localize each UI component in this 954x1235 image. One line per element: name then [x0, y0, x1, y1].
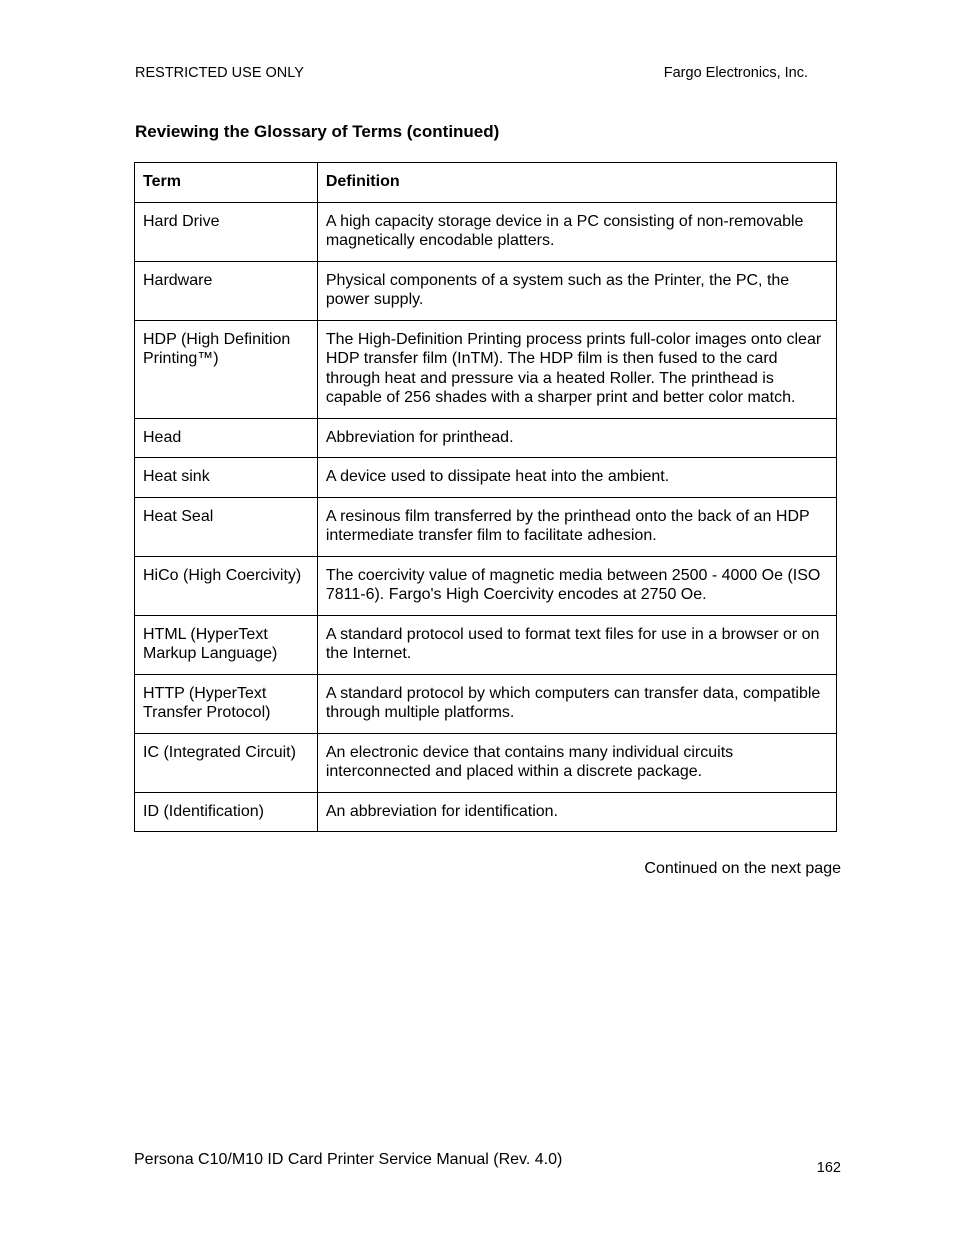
term-cell: HDP (High Definition Printing™)	[135, 320, 318, 418]
definition-cell: A high capacity storage device in a PC consisting of non-removable magnetically encodable platters.	[317, 202, 836, 261]
term-cell: Heat sink	[135, 458, 318, 498]
section-title: Reviewing the Glossary of Terms (continued)	[135, 122, 500, 141]
column-header-term: Term	[135, 163, 318, 203]
term-cell: Hardware	[135, 261, 318, 320]
table-header-row	[135, 163, 837, 203]
table-row	[135, 458, 837, 498]
footer-manual-title: Persona C10/M10 ID Card Printer Service Manual (Rev. 4.0)	[134, 1151, 563, 1168]
definition-cell: Physical components of a system such as the Printer, the PC, the power supply.	[317, 261, 836, 320]
definition-cell: A standard protocol by which computers can transfer data, compatible through multiple platforms.	[317, 674, 836, 733]
term-cell: Head	[135, 418, 318, 458]
definition-cell: Abbreviation for printhead.	[317, 418, 836, 458]
term-cell: HTML (HyperText Markup Language)	[135, 615, 318, 674]
column-header-definition: Definition	[317, 163, 836, 203]
definition-cell: An abbreviation for identification.	[317, 792, 836, 832]
definition-cell: The High-Definition Printing process prints full-color images onto clear HDP transfer film (InTM). The HDP film is then fused to the card through heat and pressure via a heated Roller. The printhead is capable of 256 shades with a sharper print and better color match.	[317, 320, 836, 418]
table-row	[135, 497, 837, 556]
table-row	[135, 418, 837, 458]
page-number: 162	[816, 1160, 841, 1176]
table-row	[135, 792, 837, 832]
table-row	[135, 674, 837, 733]
table-row	[135, 261, 837, 320]
definition-cell: A resinous film transferred by the printhead onto the back of an HDP intermediate transfer film to facilitate adhesion.	[317, 497, 836, 556]
definition-cell: A device used to dissipate heat into the ambient.	[317, 458, 836, 498]
table-row	[135, 320, 837, 418]
header-restricted-notice: RESTRICTED USE ONLY	[135, 65, 304, 81]
glossary-table	[134, 162, 837, 832]
table-row	[135, 202, 837, 261]
term-cell: HiCo (High Coercivity)	[135, 556, 318, 615]
header-company-name: Fargo Electronics, Inc.	[663, 65, 808, 81]
table-row	[135, 733, 837, 792]
term-cell: HTTP (HyperText Transfer Protocol)	[135, 674, 318, 733]
definition-cell: The coercivity value of magnetic media between 2500 - 4000 Oe (ISO 7811-6). Fargo's High Coercivity encodes at 2750 Oe.	[317, 556, 836, 615]
table-row	[135, 615, 837, 674]
term-cell: ID (Identification)	[135, 792, 318, 832]
continued-note: Continued on the next page	[644, 860, 841, 877]
table-row	[135, 556, 837, 615]
term-cell: Heat Seal	[135, 497, 318, 556]
definition-cell: An electronic device that contains many individual circuits interconnected and placed within a discrete package.	[317, 733, 836, 792]
term-cell: Hard Drive	[135, 202, 318, 261]
term-cell: IC (Integrated Circuit)	[135, 733, 318, 792]
definition-cell: A standard protocol used to format text files for use in a browser or on the Internet.	[317, 615, 836, 674]
